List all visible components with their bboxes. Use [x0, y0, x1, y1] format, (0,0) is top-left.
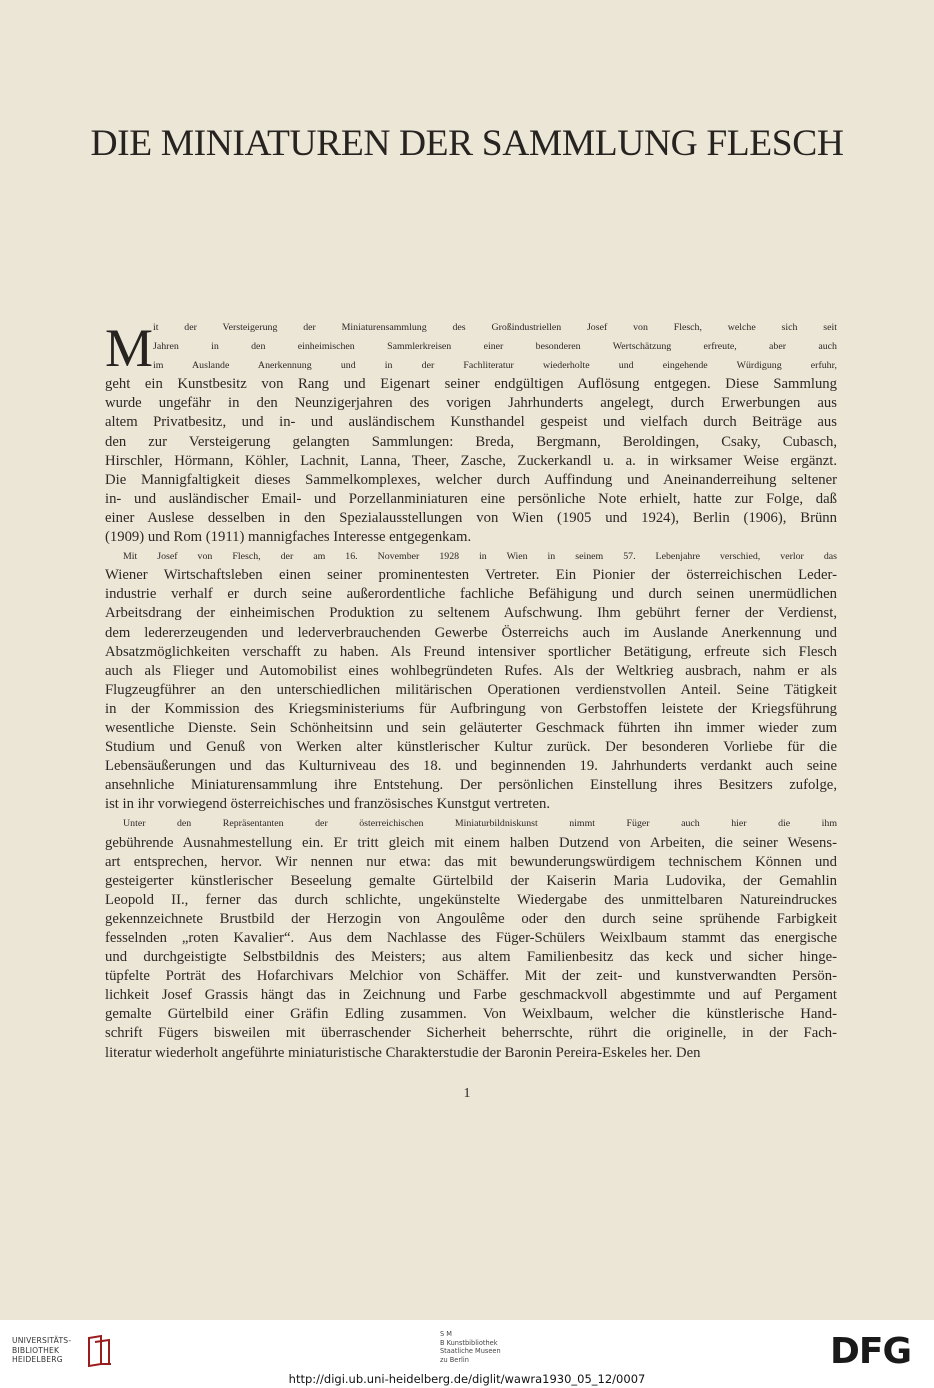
stamp-line: B Kunstbibliothek	[440, 1338, 498, 1347]
footer-bar	[0, 1320, 934, 1388]
text-line: gemalte Gürtelbild einer Gräfin Edling zusammen. Von Weixlbaum, welcher die künstlerische Hand-	[105, 1006, 837, 1023]
text-line: Hirschler, Hörmann, Köhler, Lachnit, Lanna, Theer, Zasche, Zuckerkandl u. a. in wirksamer Weise ergänzt.	[105, 452, 837, 469]
university-line: HEIDELBERG	[12, 1355, 63, 1365]
body-text	[105, 318, 837, 1063]
text-line: Wiener Wirtschaftsleben einen seiner prominentesten Vertreter. Ein Pionier der österreichischen Leder-	[105, 567, 837, 584]
text-line: und durchgeistigte Selbstbildnis des Meisters; aus altem Familienbesitz das keck und sicher hinge-	[105, 949, 837, 966]
page-title: DIE MINIATUREN DER SAMMLUNG FLESCH	[90, 123, 844, 164]
text-line: Absatzmöglichkeiten verschafft zu haben. Als Freund intensiver sportlicher Betätigung, erfreute sich Flesch	[105, 643, 837, 660]
text-line: industrie verhalf er durch seine außerordentliche fachliche Befähigung und durch seinen unermüdlichen	[105, 586, 837, 603]
source-url-link[interactable]: http://digi.ub.uni-heidelberg.de/diglit/wawra1930_05_12/0007	[288, 1372, 646, 1386]
text-line: dem ledererzeugenden und lederverbrauchenden Gewerbe Österreichs auch im Auslande Anerkennung und	[105, 624, 837, 641]
text-line: Lebensäußerungen und das Kulturniveau des 18. und beginnenden 19. Jahrhunderts verdankt auch seine	[105, 758, 837, 775]
text-line: literatur wiederholt angeführte miniaturistische Charakterstudie der Baronin Pereira-Eskeles her. Den	[105, 1044, 701, 1061]
stamp-line: zu Berlin	[440, 1355, 469, 1364]
text-line: lichkeit Josef Grassis hängt das in Zeichnung und Farbe geschmackvoll abgestimmte und auf Pergament	[105, 987, 837, 1004]
text-line: auch als Flieger und Automobilist eines wohlbegründeten Rufes. Als der Weltkrieg ausbrach, nahm er als	[105, 662, 837, 679]
text-line: gesteigerter künstlerischer Beseelung gemalte Gürtelbild der Kaiserin Maria Ludovika, der Gemahlin	[105, 872, 837, 889]
text-line: Studium und Genuß von Werken alter künstlerischer Kultur zurück. Der besonderen Vorliebe für die	[105, 739, 837, 756]
text-line: tüpfelte Porträt des Hofarchivars Melchior von Schäffer. Mit der zeit- und kunstverwandten Persön-	[105, 968, 837, 985]
text-line: Flugzeugführer an den unterschiedlichen militärischen Operationen verdienstvollen Anteil. Seine Tätigkeit	[105, 681, 837, 698]
text-line: in- und ausländischer Email- und Porzellanminiaturen eine persönliche Note erhielt, hatte zur Folge, daß	[105, 490, 837, 507]
text-line: Arbeitsdrang der einheimischen Produktion zu seltenem Aufschwung. Ihm gebührt ferner der Verdienst,	[105, 605, 837, 622]
text-line: Unter den Repräsentanten der österreichischen Miniaturbildniskunst nimmt Füger auch hier die ihm	[123, 818, 837, 830]
text-line: den zur Versteigerung gelangten Sammlungen: Breda, Bergmann, Beroldingen, Csaky, Cubasch,	[105, 433, 837, 450]
text-line: it der Versteigerung der Miniaturensammlung des Großindustriellen Josef von Flesch, welche sich seit	[153, 322, 837, 333]
text-line: Die Mannigfaltigkeit dieses Sammelkomplexes, welcher durch Auffindung und Aneinanderreihung seltener	[105, 471, 837, 488]
text-line: gebührende Ausnahmestellung ein. Er tritt gleich mit einem halben Dutzend von Arbeiten, die seiner Wesens-	[105, 834, 837, 851]
university-emblem-icon	[85, 1334, 115, 1368]
text-line: schrift Fügers bisweilen mit überraschender Sicherheit beherrschte, rührt die originelle, in der Fach-	[105, 1025, 837, 1042]
library-stamp	[440, 1330, 501, 1364]
text-line: altem Privatbesitz, und in- und ausländischem Kunsthandel gespeist und vielfach durch Beiträge aus	[105, 414, 837, 431]
text-line: wurde ungefähr in den Neunzigerjahren des vorigen Jahrhunderts angelegt, durch Erwerbungen aus	[105, 395, 837, 412]
drop-cap: M	[105, 318, 154, 378]
text-line: fesselnden „roten Kavalier“. Aus dem Nachlasse des Füger-Schülers Weixlbaum stammt das energische	[105, 930, 837, 946]
text-line: wesentliche Dienste. Sein Schönheitsinn und sein geläuterter Geschmack führten ihn immer wieder zum	[105, 719, 837, 736]
university-line: BIBLIOTHEK	[12, 1345, 60, 1355]
page-number: 1	[463, 1086, 471, 1101]
text-line: ist in ihr vorwiegend österreichisches und französisches Kunstgut vertreten.	[105, 796, 550, 813]
text-line: art entsprechen, hervor. Wir nennen nur etwa: das mit bewunderungswürdigem technischem Können und	[105, 853, 837, 870]
text-line: ansehnliche Miniaturensammlung ihre Entstehung. Der persönlichen Einstellung ihres Besitzers zufolge,	[105, 777, 837, 794]
text-line: Leopold II., ferner das durch schlichte, ungekünstelte Wiedergabe des unmittelbaren Natureindruckes	[105, 891, 837, 908]
text-line: gekennzeichnete Brustbild der Herzogin von Angoulême oder den durch seine sprühende Farbigkeit	[105, 910, 837, 927]
text-line: in der Kommission des Kriegsministeriums für Aufbringung von Gerbstoffen leistete der Kriegsführung	[105, 700, 837, 717]
dfg-logo[interactable]: DFG	[830, 1331, 912, 1372]
text-line: im Auslande Anerkennung und in der Fachliteratur wiederholte und eingehende Würdigung erfuhr,	[153, 360, 837, 372]
text-line: (1909) und Rom (1911) mannigfaches Interesse entgegenkam.	[105, 529, 472, 546]
text-line: Jahren in den einheimischen Sammlerkreisen einer besonderen Wertschätzung erfreute, aber auch	[153, 341, 837, 353]
text-line: Mit Josef von Flesch, der am 16. November 1928 in Wien in seinem 57. Lebenjahre verschied, verlor das	[123, 551, 837, 563]
stamp-line: S M	[440, 1330, 452, 1338]
text-line: geht ein Kunstbesitz von Rang und Eigenart seiner endgültigen Auflösung entgegen. Diese Sammlung	[105, 376, 837, 393]
university-library-logo[interactable]	[12, 1336, 86, 1365]
text-line: einer Auslese desselben in den Spezialausstellungen von Wien (1905 und 1924), Berlin (1906), Brünn	[105, 509, 837, 526]
university-line: UNIVERSITÄTS-	[12, 1336, 72, 1345]
stamp-line: Staatliche Museen	[440, 1347, 501, 1356]
